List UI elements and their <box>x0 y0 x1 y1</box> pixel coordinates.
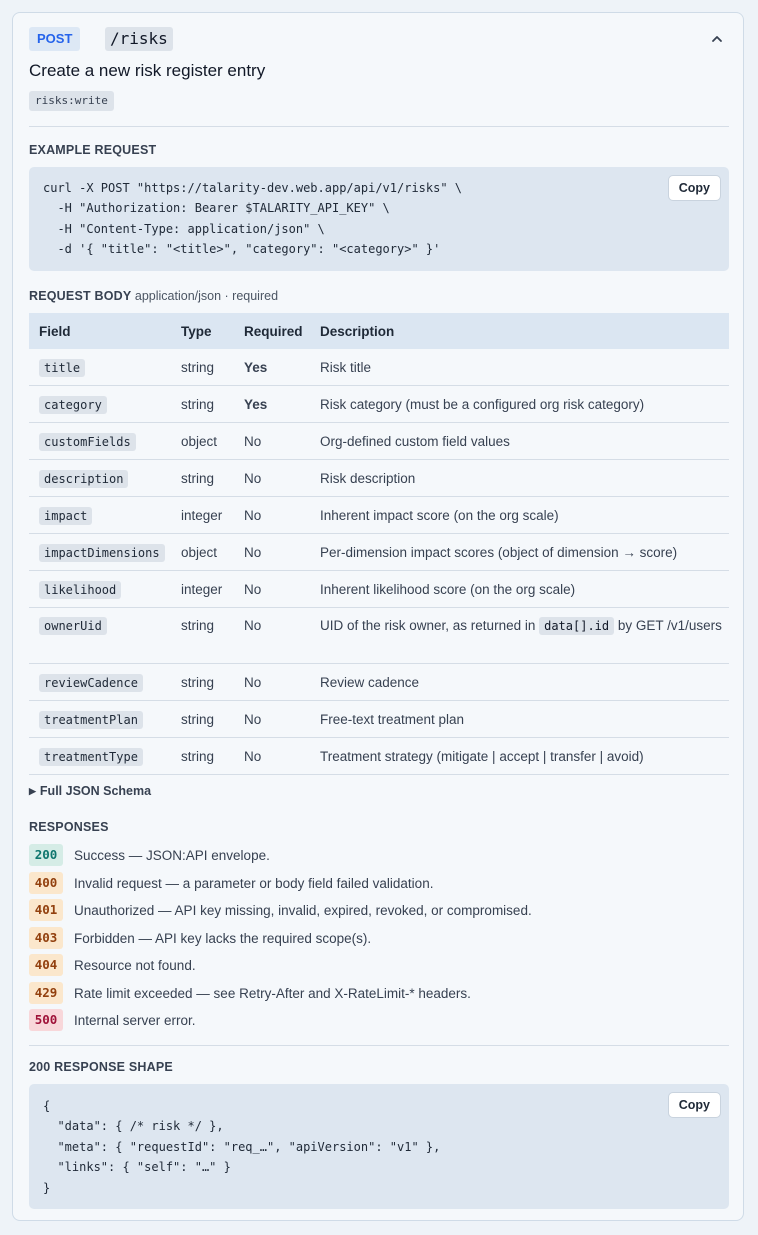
field-name: impact <box>39 507 92 525</box>
response-item <box>29 982 471 1004</box>
field-type: string <box>171 460 234 497</box>
field-type: integer <box>171 571 234 608</box>
field-type: string <box>171 349 234 386</box>
response-description: Unauthorized — API key missing, invalid, expired, revoked, or compromised. <box>74 902 532 918</box>
field-name: customFields <box>39 433 136 451</box>
field-name: treatmentPlan <box>39 711 143 729</box>
field-required: Yes <box>234 386 310 423</box>
field-required: No <box>234 423 310 460</box>
table-row <box>29 534 729 571</box>
request-body-title <box>29 289 278 303</box>
chevron-up-icon <box>710 32 724 46</box>
table-row <box>29 701 729 738</box>
scope-badge: risks:write <box>29 91 114 111</box>
status-code-badge: 200 <box>29 844 63 866</box>
response-description: Success — JSON:API envelope. <box>74 847 270 863</box>
field-description <box>310 608 729 664</box>
endpoint-summary: Create a new risk register entry <box>29 61 266 80</box>
table-row <box>29 349 729 386</box>
request-body-subtitle: application/json · required <box>134 289 279 303</box>
field-description: Org-defined custom field values <box>310 423 729 460</box>
field-name: title <box>39 359 85 377</box>
json-schema-toggle[interactable] <box>29 784 151 798</box>
field-required: No <box>234 534 310 571</box>
field-type: string <box>171 386 234 423</box>
field-type: string <box>171 701 234 738</box>
field-type: string <box>171 664 234 701</box>
table-row <box>29 608 729 664</box>
response-item <box>29 954 196 976</box>
response-description: Rate limit exceeded — see Retry-After and X-RateLimit-* headers. <box>74 985 471 1001</box>
field-type: object <box>171 423 234 460</box>
table-row <box>29 497 729 534</box>
response-item <box>29 927 371 949</box>
field-name: ownerUid <box>39 617 107 635</box>
field-required: No <box>234 497 310 534</box>
field-type: object <box>171 534 234 571</box>
field-type: string <box>171 738 234 775</box>
field-description: Inherent likelihood score (on the org scale) <box>310 571 729 608</box>
status-code-badge: 403 <box>29 927 63 949</box>
field-required: No <box>234 460 310 497</box>
field-required: Yes <box>234 349 310 386</box>
copy-response-button[interactable]: Copy <box>668 1092 721 1118</box>
field-required: No <box>234 571 310 608</box>
table-row <box>29 571 729 608</box>
field-description: Inherent impact score (on the org scale) <box>310 497 729 534</box>
column-header-description: Description <box>310 313 729 349</box>
field-description: Review cadence <box>310 664 729 701</box>
field-name: impactDimensions <box>39 544 165 562</box>
field-description-text: by GET /v1/users <box>614 618 722 633</box>
response-shape-code: { "data": { /* risk */ }, "meta": { "requestId": "req_…", "apiVersion": "v1" }, "links": { "self": "…" } } <box>43 1099 441 1195</box>
status-code-badge: 500 <box>29 1009 63 1031</box>
example-request-title: EXAMPLE REQUEST <box>29 143 157 157</box>
example-request-code-block <box>29 167 729 271</box>
field-description: Risk title <box>310 349 729 386</box>
caret-right-icon: ▶ <box>29 786 36 796</box>
field-name: reviewCadence <box>39 674 143 692</box>
field-type: string <box>171 608 234 664</box>
status-code-badge: 404 <box>29 954 63 976</box>
response-shape-code-block <box>29 1084 729 1209</box>
field-required: No <box>234 738 310 775</box>
column-header-field: Field <box>29 313 171 349</box>
divider <box>29 126 729 127</box>
field-description: Risk category (must be a configured org risk category) <box>310 386 729 423</box>
response-item <box>29 872 433 894</box>
table-row <box>29 738 729 775</box>
json-schema-toggle-label: Full JSON Schema <box>39 784 152 798</box>
field-name: description <box>39 470 128 488</box>
field-description: Risk description <box>310 460 729 497</box>
field-description: Free-text treatment plan <box>310 701 729 738</box>
http-method-badge: POST <box>29 27 80 51</box>
inline-code: data[].id <box>539 617 614 635</box>
collapse-button[interactable] <box>705 27 729 51</box>
field-required: No <box>234 608 310 664</box>
endpoint-path: /risks <box>105 27 173 51</box>
response-item <box>29 899 532 921</box>
table-header-row <box>29 313 729 349</box>
endpoint-card <box>12 12 744 1221</box>
request-body-label: REQUEST BODY <box>29 289 132 303</box>
field-description-text: UID of the risk owner, as returned in <box>320 618 540 633</box>
status-code-badge: 400 <box>29 872 63 894</box>
status-code-badge: 401 <box>29 899 63 921</box>
response-description: Internal server error. <box>74 1012 196 1028</box>
response-item <box>29 1009 196 1031</box>
example-request-code: curl -X POST "https://talarity-dev.web.app/api/v1/risks" \ -H "Authorization: Bearer $TALARITY_API_KEY" \ -H "Content-Type: application/json" \ -d '{ "title": "<title>", "category": "<category>" }' <box>43 181 463 257</box>
responses-title: RESPONSES <box>29 820 109 834</box>
response-description: Invalid request — a parameter or body field failed validation. <box>74 875 434 891</box>
table-row <box>29 386 729 423</box>
response-description: Forbidden — API key lacks the required scope(s). <box>74 930 372 946</box>
field-description: Per-dimension impact scores (object of dimension → score) <box>310 534 729 571</box>
field-required: No <box>234 664 310 701</box>
field-name: treatmentType <box>39 748 143 766</box>
field-required: No <box>234 701 310 738</box>
table-row <box>29 460 729 497</box>
column-header-required: Required <box>234 313 310 349</box>
copy-request-button[interactable]: Copy <box>668 175 721 201</box>
field-name: likelihood <box>39 581 121 599</box>
table-row <box>29 664 729 701</box>
status-code-badge: 429 <box>29 982 63 1004</box>
column-header-type: Type <box>171 313 234 349</box>
divider <box>29 1045 729 1046</box>
field-type: integer <box>171 497 234 534</box>
table-row <box>29 423 729 460</box>
field-name: category <box>39 396 107 414</box>
response-item <box>29 844 270 866</box>
response-shape-title: 200 RESPONSE SHAPE <box>29 1060 173 1074</box>
field-description: Treatment strategy (mitigate | accept | transfer | avoid) <box>310 738 729 775</box>
response-description: Resource not found. <box>74 957 196 973</box>
request-body-table <box>29 313 729 775</box>
